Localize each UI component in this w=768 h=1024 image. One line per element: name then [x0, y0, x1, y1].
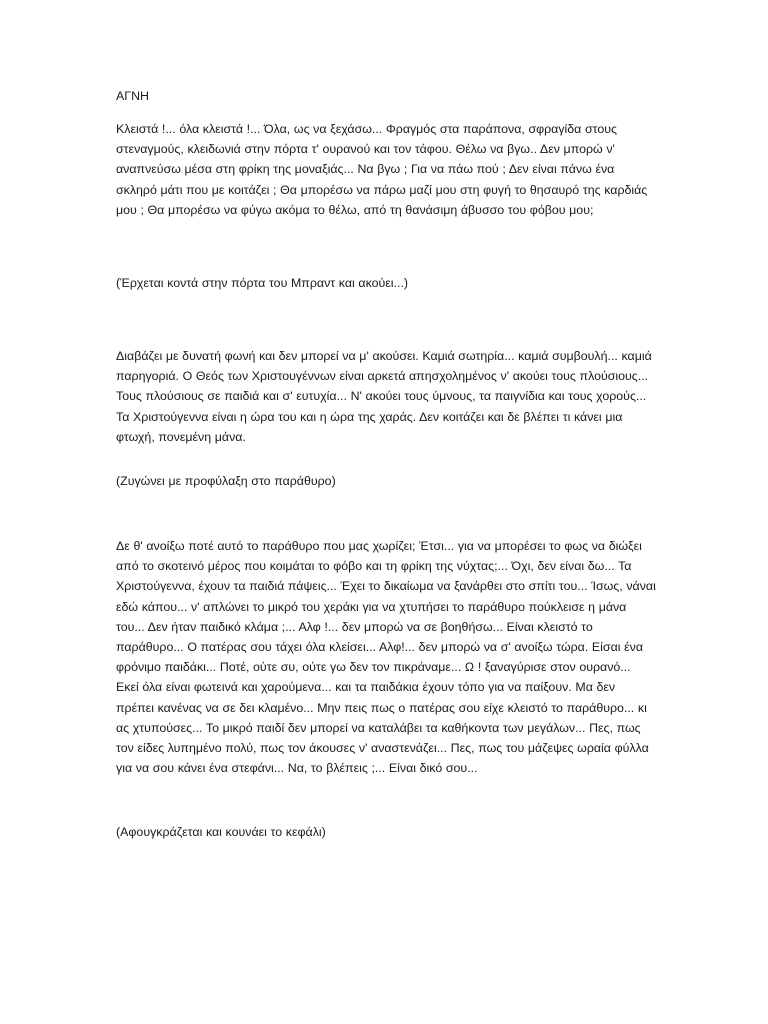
paragraph: Κλειστά !... όλα κλειστά !... Όλα, ως να ξεχάσω... Φραγμός στα παράπονα, σφραγίδα στους στεναγμούς, κλειδωνιά στην πόρτα τ' ουρανού και τον τάφου. Θέλω να βγω.. Δεν μπορώ ν' αναπνεύσω μέσα στη φρίκη της μοναξιάς... Να βγω ; Για να πάω πού ; Δεν είναι πάνω ένα σκληρό μάτι που με κοιτάζει ; Θα μπορέσω να πάρω μαζί μου στη φυγή το θησαυρό της καρδιάς μου ; Θα μπορέσω να φύγω ακόμα το θέλω, από τη θανάσιμη άβυσσο του φόβου μου; [116, 122, 648, 217]
paragraph: Δε θ' ανοίξω ποτέ αυτό το παράθυρο που μας χωρίζει; Έτσι... για να μπορέσει το φως να διώξει από το σκοτεινό μέρος που κοιμάται το φόβο και τη φρίκη της νύχτας;... Όχι, δεν είναι δω... Τα Χριστούγεννα, έχουν τα παιδιά πάψεις... Έχει το δικαίωμα να ξανάρθει στο σπίτι του... Ίσως, νάναι εδώ κάπου... ν' απλώνει το μικρό του χεράκι για να χτυπήσει το παράθυρο πούκλεισε η μάνα του... Δεν ήταν παιδικό κλάμα ;... Αλφ !... δεν μπορώ να σε βοηθήσω... Είναι κλειστό το παράθυρο... Ο πατέρας σου τάχει όλα κλείσει... Αλφ!... δεν μπορώ να σ' ανοίξω τώρα. Είσαι ένα φρόνιμο παιδάκι... Ποτέ, ούτε συ, ούτε γω δεν τον πικράναμε... Ω ! ξαναγύρισε στον ουρανό... Εκεί όλα είναι φωτεινά και χαρούμενα... και τα παιδάκια έχουν τόπο για να παίξουν. Μα δεν πρέπει κανένας να σε δει κλαμένο... Μην πεις πως ο πατέρας σου είχε κλειστό το παράθυρο... κι ας χτυπούσες... Το μικρό παιδί δεν μπορεί να καταλάβει τα καθήκοντα των μεγάλων... Πες, πως τον είδες λυπημένο πολύ, πως τον άκουσες ν' αναστενάζει... Πες, πως του μάζεψες ωραία φύλλα για να σου κάνει ένα στεφάνι... Να, το βλέπεις ;... Είναι δικό σου... [116, 539, 656, 776]
stage-direction: (Έρχεται κοντά στην πόρτα του Μπραντ και ακούει...) [116, 276, 409, 290]
stage-direction: (Ζυγώνει με προφύλαξη στο παράθυρο) [116, 474, 336, 488]
paragraph: Διαβάζει με δυνατή φωνή και δεν μπορεί να μ' ακούσει. Καμιά σωτηρία... καμιά συμβουλή... καμιά παρηγοριά. Ο Θεός των Χριστουγέννων είναι αρκετά απησχολημένος ν' ακούει τους πλούσιους... Τους πλούσιους σε παιδιά και σ' ευτυχία... Ν' ακούει τους ύμνους, τα παιγνίδια και τους χορούς... Τα Χριστούγεννα είναι η ώρα του και η ώρα της χαράς. Δεν κοιτάζει και δε βλέπει τι κάνει μια φτωχή, πονεμένη μάνα. [116, 349, 652, 444]
stage-direction: (Αφουγκράζεται και κουνάει το κεφάλι) [116, 825, 326, 839]
document-title: ΑΓΝΗ [116, 89, 149, 103]
